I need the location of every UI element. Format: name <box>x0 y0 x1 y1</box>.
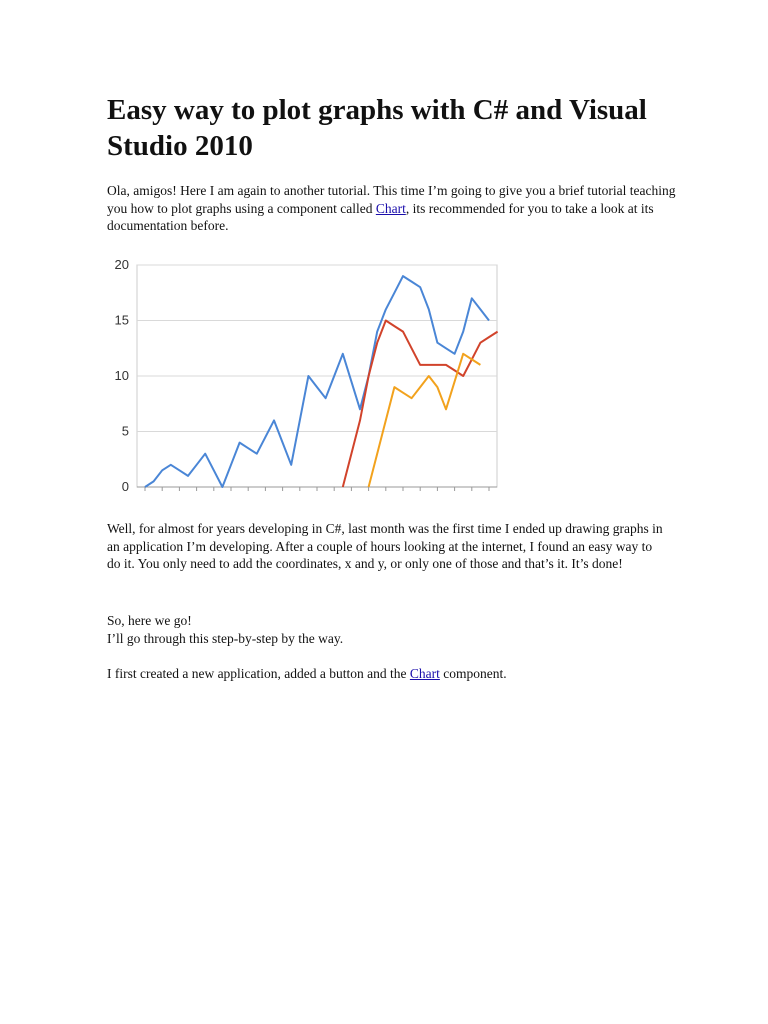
intro-paragraph <box>107 182 687 235</box>
chart-series <box>145 276 498 487</box>
page-title: Easy way to plot graphs with C# and Visual Studio 2010 <box>107 94 647 162</box>
intro-text-after: , its recommended for you to take a look at its documentation before. <box>107 200 654 233</box>
body-paragraph-2: Well, for almost for years developing in C#, last month was the first time I ended up drawing graphs in an application I’m developing. After a couple of hours looking at the internet, I found an easy way to do it. You only need to add the coordinates, x and y, or only one of those and that’s it. It’s done! <box>107 521 663 571</box>
para4-text-before: I first created a new application, added a button and the <box>107 666 410 681</box>
body-paragraph-3 <box>107 612 667 647</box>
y-axis-ticks <box>115 257 129 494</box>
para4-text-after: component. <box>439 666 507 681</box>
chart-link[interactable]: Chart <box>375 200 406 216</box>
y-tick-label: 10 <box>114 368 129 383</box>
y-tick-label: 20 <box>114 257 129 272</box>
line-chart <box>100 250 510 500</box>
chart-grid <box>137 265 497 491</box>
y-tick-label: 5 <box>121 423 129 439</box>
intro-text-before: Ola, amigos! Here I am again to another tutorial. This time I’m going to give you a brief tutorial teaching you how to plot graphs using a component called <box>107 183 676 216</box>
chart-component-link[interactable]: Chart <box>409 666 440 681</box>
para3-line1: So, here we go! <box>107 613 192 628</box>
series-line-1 <box>145 276 489 487</box>
body-paragraph-4 <box>107 665 667 683</box>
y-tick-label: 0 <box>121 479 129 494</box>
para3-line2: I’ll go through this step-by-step by the way. <box>107 630 344 646</box>
series-line-2 <box>343 321 498 488</box>
y-tick-label: 15 <box>114 312 129 328</box>
